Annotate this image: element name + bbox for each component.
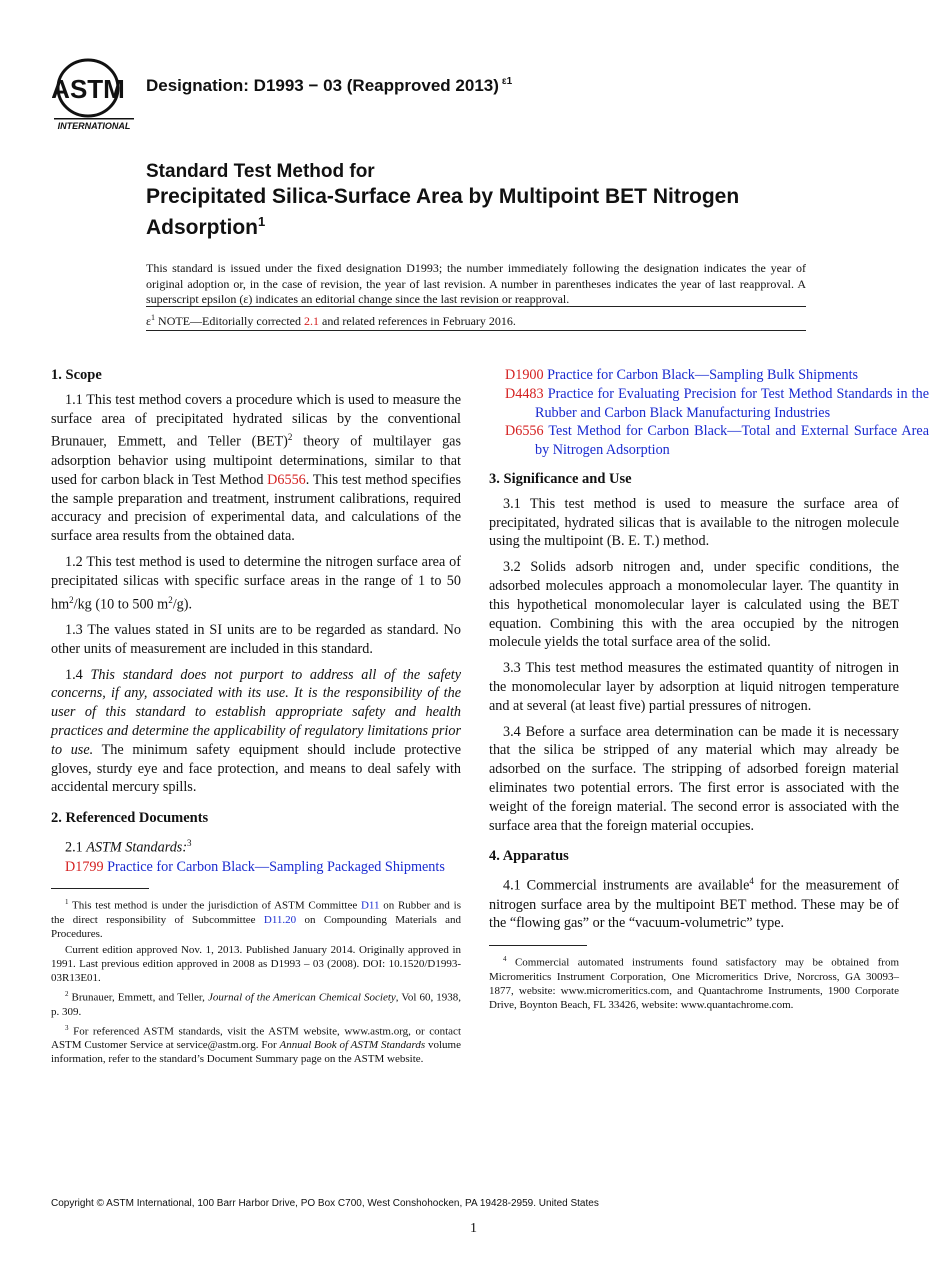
designation-text: Designation: D1993 − 03 (Reapproved 2013) [146,76,499,95]
editorial-note [146,313,806,329]
apparatus-4-1: 4.1 Commercial instruments are available$^4$ for the measurement of nitrogen surface area by the multipoint BET method. These may be of the “flowing gas” or the “vacuum-volumetric” type. [489,876,900,932]
footnote-3: $^3$ For referenced ASTM standards, visit the ASTM website, www.astm.org, or contact ASTM Customer Service at service@astm.org. For Annual Book of ASTM Standards volume information, refer to the standard’s Document Summary page on the ASTM website. [51,1023,461,1066]
reference-d6556[interactable]: D6556 Test Method for Carbon Black—Total and External Surface Area by Nitrogen Adsorption [505,423,929,459]
footnote-ref-4[interactable]: 4 [749,876,754,887]
title-line-3 [146,209,846,240]
astm-standards-label: 2.1 ASTM Standards:$^3$ [65,838,192,856]
editorial-pre: NOTE—Editorially corrected [155,314,304,328]
title-footnote-mark[interactable]: 1 [257,214,266,229]
footnote-1: $^1$ This test method is under the jurisdiction of ASTM Committee D11 on Rubber and is the direct responsibility of Subcommittee D11.20 on Compounding Materials and Procedures. [51,898,462,940]
right-column [489,366,929,1014]
footnote-divider [51,888,149,889]
logo-subtext: INTERNATIONAL [57,121,131,131]
link-committee-d11[interactable]: D11 [360,899,380,912]
reference-d1799[interactable]: D1799 Practice for Carbon Black—Sampling Packaged Shipments [65,858,445,875]
scope-1-1: 1.1 This test method covers a procedure which is used to measure the surface area of precipitated hydrated silicas by the conventional Brunauer, Emmett, and Teller (BET)$^2$ theory of multilayer gas adsorption behavior using multipoint determinations, similar to that used for carbon black in Test Method D6556. This test method specifies the sample preparation and treatment, instrument calibrations, required accuracy and precision of experimental data, and calculations of the surface area results from the obtained data. [51,391,461,545]
significance-heading: 3. Significance and Use [489,470,632,487]
title-line-3-text: Adsorption [146,216,258,239]
left-column [51,366,461,1068]
title-line-1: Standard Test Method for [146,161,375,182]
reference-d1900[interactable]: D1900 Practice for Carbon Black—Sampling Bulk Shipments [505,367,859,383]
footnote-ref-3[interactable]: 3 [187,838,192,848]
scope-1-2: 1.2 This test method is used to determine the nitrogen surface area of precipitated silicas with specific surface areas in the range of 1 to 50 $hm^2/kg$ (10 to 500 $m^2/g$). [51,553,461,613]
footnote-4: $^4$ Commercial automated instruments found satisfactory may be obtained from Micromeritics Instrument Corporation, One Micromeritics Drive, Norcross, GA 30093–1877, website: www.micromeritics.com, and Quantachrome Instruments, 1900 Corporate Drive, Boynton Beach, FL 33426, website: www.quantachrome.com. [489,955,899,1011]
reference-d4483[interactable]: D4483 Practice for Evaluating Precision for Test Method Standards in the Rubber and Carbon Black Manufacturing Industries [505,385,929,421]
standard-intro: This standard is issued under the fixed designation D1993; the number immediately following the designation indicates the year of original adoption or, in the case of revision, the year of last revision. A number in parentheses indicates the year of last reapproval. A superscript epsilon (ε) indicates an editorial change since the last revision or reapproval. [146,261,806,306]
document-title [146,160,846,240]
footnote-1-edition: Current edition approved Nov. 1, 2013. Published January 2014. Originally approved in 1991. Last previous edition approved in 2008 as D1993 – 03 (2008). DOI: 10.1520/D1993-03R13E01. [51,943,461,984]
logo-text: ASTM [52,74,125,104]
designation [146,76,512,96]
link-subcommittee-d11-20[interactable]: D11.20 [263,913,297,926]
significance-3-1: 3.1 This test method is used to measure the surface area of precipitated, hydrated silicas that is available to the nitrogen molecule using the multipoint (B. E. T.) method. [489,495,899,550]
editorial-divider [146,330,806,331]
page-number: 1 [470,1221,477,1236]
significance-3-4: 3.4 Before a surface area determination can be made it is necessary that the silica be stripped of any material which may already be adsorbed on the surface. The stripping of adsorbed foreign material eliminates two potential errors. The first error is associated with the weight of the foreign material. The second error is associated with the surface area that the foreign material occupies. [489,723,899,834]
referenced-heading: 2. Referenced Documents [51,810,209,827]
astm-logo-icon [52,58,134,132]
editorial-post: and related references in February 2016. [319,314,516,328]
scope-1-4: 1.4 This standard does not purport to address all of the safety concerns, if any, associated with its use. It is the responsibility of the user of this standard to establish appropriate safety and health practices and determine the applicability of regulatory limitations prior to use. The minimum safety equipment should include protective gloves, sturdy eye and face protection, and means to deal safely with accidental mercury spills. [51,666,462,796]
significance-3-3: 3.3 This test method measures the estimated quantity of nitrogen in the monomolecular layer by adsorption at liquid nitrogen temperature and at several (at least five) partial pressures of nitrogen. [489,660,899,714]
link-d6556[interactable]: D6556 [267,471,306,488]
designation-suffix: ε1 [501,76,513,88]
apparatus-heading: 4. Apparatus [489,848,569,865]
footnote-divider-right [489,945,587,946]
footnote-ref-2[interactable]: 2 [287,432,293,443]
epsilon: ε [146,314,152,328]
footnote-2: $^2$ Brunauer, Emmett, and Teller, Journal of the American Chemical Society, Vol 60, 1938, p. 309. [51,989,461,1018]
astm-logo [52,58,134,132]
scope-heading: 1. Scope [51,367,102,383]
scope-1-3: 1.3 The values stated in SI units are to be regarded as standard. No other units of measurement are included in this standard. [51,622,461,657]
epsilon-sup: 1 [151,313,156,322]
editorial-link-2-1[interactable]: 2.1 [304,314,319,328]
safety-caveat: This standard does not purport to address all of the safety concerns, if any, associated with its use. It is the responsibility of the user of this standard to establish appropriate safety and health practices and determine the applicability of regulatory limitations prior to use. [51,666,461,758]
footnotes-right [489,952,899,1012]
copyright: Copyright © ASTM International, 100 Barr Harbor Drive, PO Box C700, West Conshohocken, PA 19428-2959. United States [51,1198,599,1209]
title-line-2: Precipitated Silica-Surface Area by Multipoint BET Nitrogen [146,185,740,208]
significance-3-2: 3.2 Solids adsorb nitrogen and, under specific conditions, the adsorbed molecules approach a monomolecular layer. The quantity in this hypothetical monomolecular layer is calculated using the BET equation. Combining this with the area occupied by the nitrogen molecule yields the total surface area of the solid. [489,559,899,651]
footnotes-left [51,895,461,1066]
intro-divider [146,306,806,307]
